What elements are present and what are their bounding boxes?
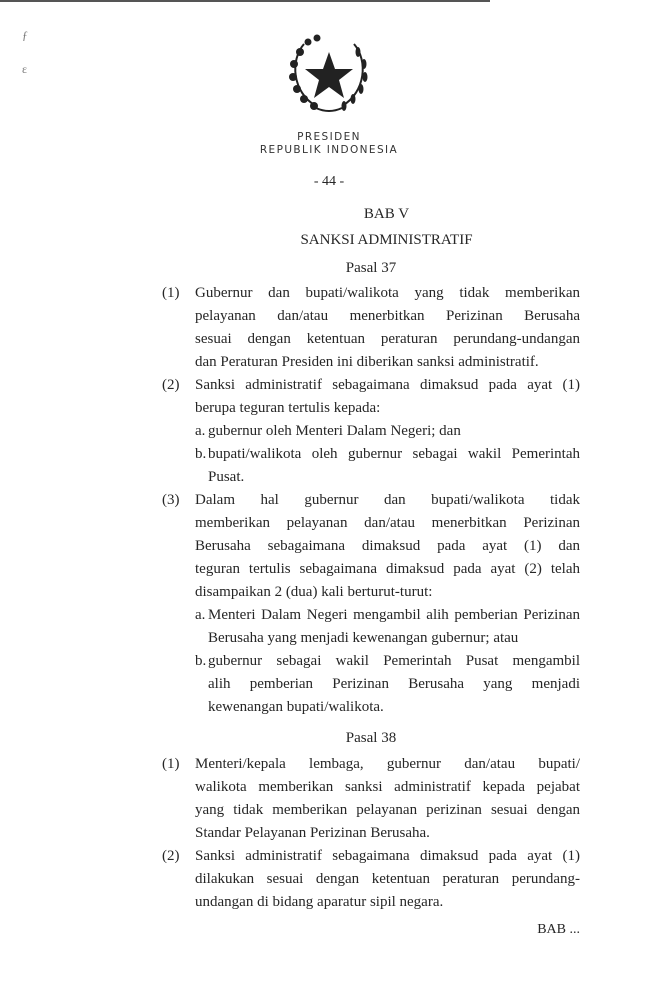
text-line: dilakukan sesuai dengan ketentuan peraturan perundang- xyxy=(195,871,580,887)
text-line: alih pemberian Perizinan Berusaha yang menjadi xyxy=(208,676,580,692)
text-line: gubernur oleh Menteri Dalam Negeri; dan xyxy=(208,423,461,439)
ayat-number: (2) xyxy=(162,377,180,393)
text-line: memberikan pelayanan dan/atau menerbitkan Perizinan xyxy=(195,515,580,531)
list-item-label: a. xyxy=(195,423,206,439)
text-line: sesuai dengan ketentuan peraturan perundang-undangan xyxy=(195,331,580,347)
list-item-text xyxy=(208,443,580,489)
text-line: kewenangan bupati/walikota. xyxy=(208,699,384,715)
scan-edge xyxy=(0,0,490,2)
list-item xyxy=(195,604,580,650)
ayat-pasal37-ayat3 xyxy=(162,489,580,719)
list-item-text xyxy=(208,650,580,719)
list-item xyxy=(195,420,580,443)
text-line: gubernur sebagai wakil Pemerintah Pusat mengambil xyxy=(208,653,580,669)
text-line: dan Peraturan Presiden ini diberikan sanksi administratif. xyxy=(195,354,539,370)
text-line: Gubernur dan bupati/walikota yang tidak memberikan xyxy=(195,285,580,301)
document-body xyxy=(162,260,580,914)
list-item-text xyxy=(208,604,580,650)
ayat-number: (3) xyxy=(162,492,180,508)
page-number: - 44 - xyxy=(313,174,345,189)
header-president: PRESIDEN xyxy=(297,131,361,143)
scan-mark: ƒ xyxy=(22,28,28,42)
ayat-number: (1) xyxy=(162,285,180,301)
text-line: Sanksi administratif sebagaimana dimaksud pada ayat (1) xyxy=(195,848,580,864)
chapter-title: BAB V xyxy=(363,206,410,222)
garuda-star-emblem-icon xyxy=(286,32,372,114)
text-line: pelayanan dan/atau menerbitkan Perizinan Berusaha xyxy=(195,308,580,324)
text-line: Berusaha sebagaimana dimaksud pada ayat (1) dan xyxy=(195,538,580,554)
next-page-indicator: BAB ... xyxy=(537,922,580,937)
text-line: bupati/walikota oleh gubernur sebagai wakil Pemerintah xyxy=(208,446,580,462)
text-line: Standar Pelayanan Perizinan Berusaha. xyxy=(195,825,430,841)
text-line: disampaikan 2 (dua) kali berturut-turut: xyxy=(195,584,433,600)
ayat-pasal37-ayat2 xyxy=(162,374,580,489)
list-item-label: b. xyxy=(195,653,207,669)
pasal-37-title: Pasal 37 xyxy=(345,260,397,276)
text-line: Menteri Dalam Negeri mengambil alih pemberian Perizinan xyxy=(208,607,580,623)
text-line: Menteri/kepala lembaga, gubernur dan/atau bupati/ xyxy=(195,756,580,772)
ayat-pasal38-ayat1 xyxy=(162,753,580,845)
text-line: Dalam hal gubernur dan bupati/walikota tidak xyxy=(195,492,580,508)
text-line: Sanksi administratif sebagaimana dimaksud pada ayat (1) xyxy=(195,377,580,393)
list-item xyxy=(195,443,580,489)
ayat-pasal37-ayat1 xyxy=(162,282,580,374)
text-line: Berusaha yang menjadi kewenangan gubernur; atau xyxy=(208,630,519,646)
text-line: teguran tertulis sebagaimana dimaksud pada ayat (2) telah xyxy=(195,561,580,577)
text-line: undangan di bidang aparatur sipil negara. xyxy=(195,894,444,910)
header-republic: REPUBLIK INDONESIA xyxy=(259,144,399,156)
list-item-label: a. xyxy=(195,607,206,623)
ayat-number: (1) xyxy=(162,756,180,772)
ayat-pasal38-ayat2 xyxy=(162,845,580,914)
chapter-subtitle: SANKSI ADMINISTRATIF xyxy=(300,232,473,248)
text-line: Pusat. xyxy=(208,469,245,485)
list-item xyxy=(195,650,580,719)
text-line: berupa teguran tertulis kepada: xyxy=(195,400,381,416)
list-item-text xyxy=(208,420,580,443)
list-item-label: b. xyxy=(195,446,207,462)
text-line: yang tidak memberikan pelayanan perizinan sesuai dengan xyxy=(195,802,580,818)
scan-mark: ɛ xyxy=(22,62,28,76)
text-line: walikota memberikan sanksi administratif kepada pejabat xyxy=(195,779,580,795)
pasal-38-title: Pasal 38 xyxy=(345,730,397,746)
ayat-number: (2) xyxy=(162,848,180,864)
